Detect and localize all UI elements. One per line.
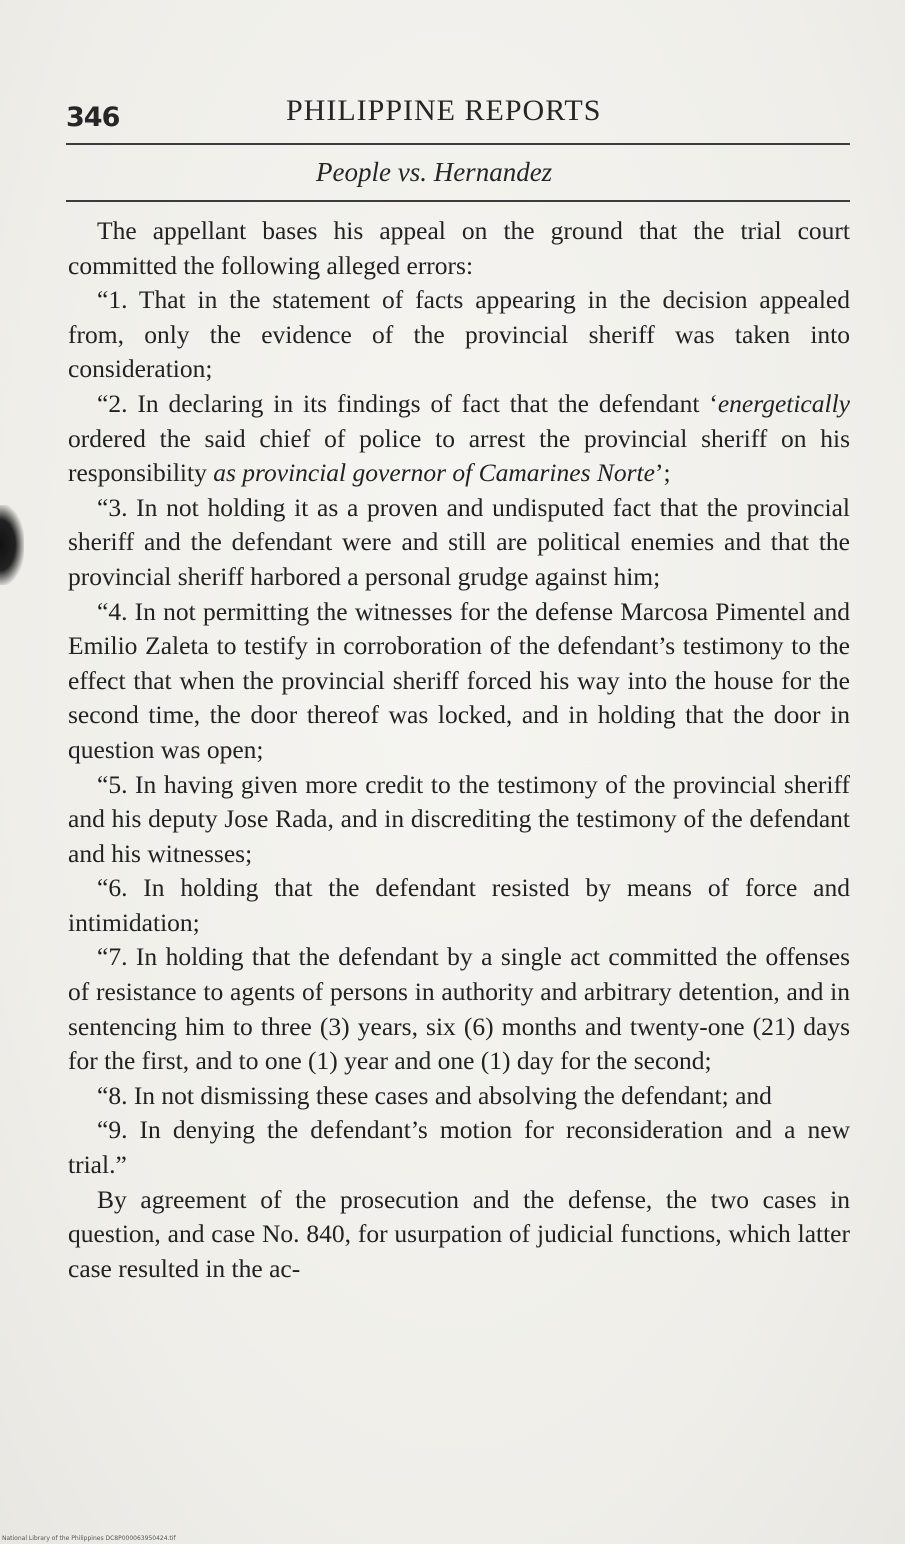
page-number: 346	[66, 102, 120, 133]
page-header	[66, 88, 846, 133]
error-2-italic-energetically: energetically	[717, 388, 850, 418]
header-rule-top	[66, 143, 850, 145]
error-item-9: “9. In denying the defendant’s motion for reconsideration and a new trial.”	[68, 1115, 850, 1180]
error-2-text-middle: ordered the said chief of police to arrest the provincial sheriff on his responsibility	[68, 423, 850, 488]
error-item-1: “1. That in the statement of facts appearing in the decision appealed from, only the evidence of the provincial sheriff was taken into consideration;	[68, 285, 850, 384]
error-2-text-end: ’;	[654, 458, 671, 488]
error-item-7: “7. In holding that the defendant by a single act committed the offenses of resistance to agents of persons in authority and arbitrary detention, and in sentencing him to three (3) years, six (6) months and twenty-one (21) days for the first, and to one (1) year and one (1) day for the second;	[68, 942, 850, 1076]
scan-credit: National Library of the Philippines DC8P000063950424.tif	[2, 1535, 176, 1542]
closing-paragraph: By agreement of the prosecution and the defense, the two cases in question, and case No. 840, for usurpation of judicial functions, which latter case resulted in the ac-	[68, 1184, 850, 1283]
case-title: People vs. Hernandez	[316, 157, 553, 187]
error-item-6: “6. In holding that the defendant resisted by means of force and intimidation;	[68, 873, 850, 937]
error-2-italic-office: as provincial governor of Camarines Norte	[213, 458, 655, 488]
error-item-8: “8. In not dismissing these cases and absolving the defendant; and	[97, 1080, 772, 1110]
error-item-4: “4. In not permitting the witnesses for the defense Marcosa Pimentel and Emilio Zaleta to testify in corroboration of the defendant’s testimony to the effect that when the provincial sheriff forced his way into the house for the second time, the door thereof was locked, and in holding that the door in question was open;	[68, 596, 850, 764]
header-rule-bottom	[66, 200, 850, 202]
scan-smudge	[0, 505, 24, 585]
intro-paragraph: The appellant bases his appeal on the ground that the trial court committed the following alleged errors:	[68, 216, 850, 280]
error-item-3: “3. In not holding it as a proven and undisputed fact that the provincial sheriff and the defendant were and still are political enemies and that the provincial sheriff harbored a personal grudge against him;	[68, 492, 850, 591]
running-title: PHILIPPINE REPORTS	[286, 94, 602, 127]
error-2-text-start: “2. In declaring in its findings of fact that the defendant ‘	[97, 388, 718, 418]
error-item-5: “5. In having given more credit to the testimony of the provincial sheriff and his deputy Jose Rada, and in discrediting the testimony of the defendant and his witnesses;	[68, 769, 850, 868]
body-text	[68, 214, 850, 1286]
error-item-2	[68, 387, 850, 491]
